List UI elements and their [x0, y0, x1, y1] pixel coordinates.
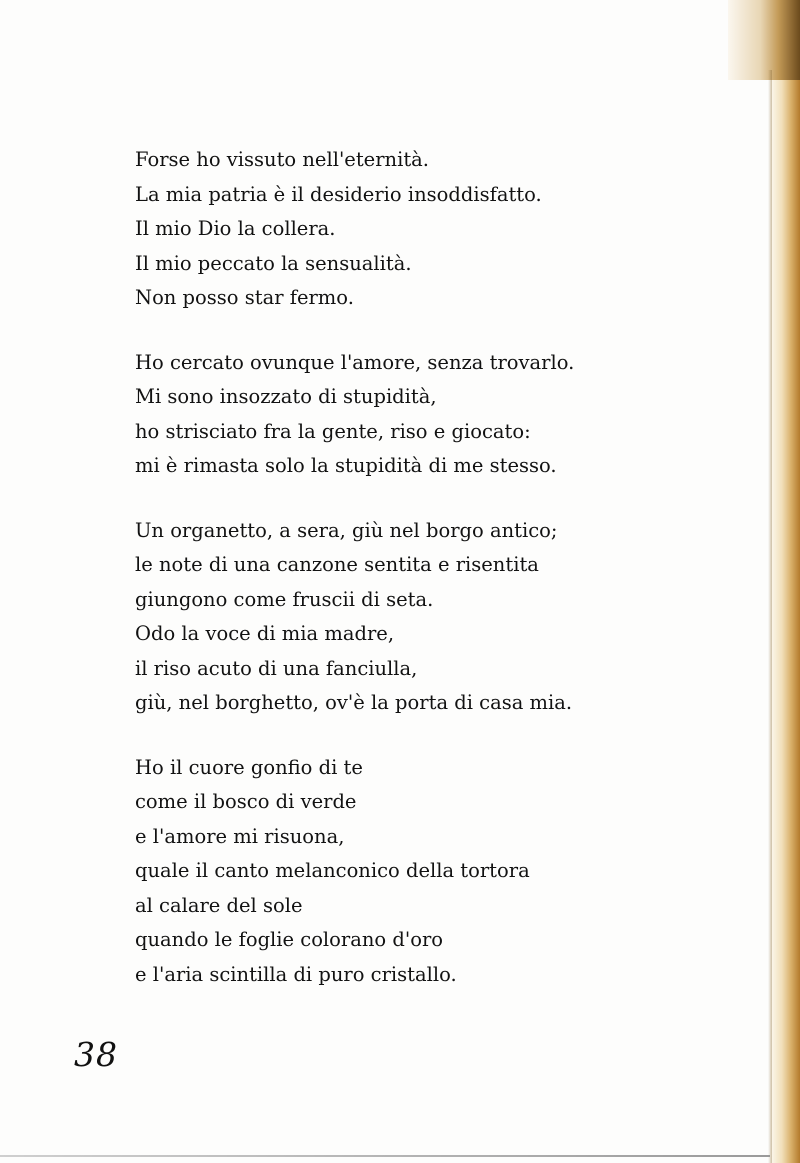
book-edge [770, 80, 800, 1163]
poem-line: le note di una canzone sentita e risentita [135, 553, 539, 576]
poem-line: quando le foglie colorano d'oro [135, 928, 444, 951]
scan-bottom-edge [0, 1155, 770, 1157]
poem-line: La mia patria è il desiderio insoddisfatto. [135, 182, 542, 206]
poem-line: giungono come fruscii di seta. [135, 587, 434, 611]
poem-line: ho strisciato fra la gente, riso e giocato: [135, 419, 531, 443]
poem-line: e l'aria scintilla di puro cristallo. [135, 962, 457, 986]
poem-line: Odo la voce di mia madre, [135, 622, 395, 645]
poem-line: Ho cercato ovunque l'amore, senza trovarlo. [135, 350, 575, 374]
poem-line: quale il canto melanconico della tortora [135, 859, 530, 882]
poem-line: giù, nel borghetto, ov'è la porta di casa mia. [135, 691, 573, 714]
poem-line: il riso acuto di una fanciulla, [135, 656, 418, 680]
page-gutter-shadow [768, 70, 772, 1163]
poem-line: Mi sono insozzato di stupidità, [135, 385, 437, 408]
poem-line: Un organetto, a sera, giù nel borgo antico; [135, 518, 558, 542]
poem-line: Ho il cuore gonfio di te [135, 755, 363, 779]
poem-line: come il bosco di verde [135, 790, 357, 813]
poem-line: Il mio Dio la collera. [135, 217, 336, 240]
poem-line: Forse ho vissuto nell'eternità. [135, 148, 429, 171]
poem-text [135, 143, 735, 1022]
stanza-4 [135, 751, 735, 993]
page-number: 38 [74, 1035, 118, 1074]
poem-line: e l'amore mi risuona, [135, 824, 345, 848]
poem-line: al calare del sole [135, 893, 303, 917]
book-edge-top [728, 0, 800, 80]
poem-line: Non posso star fermo. [135, 286, 354, 309]
poem-line: Il mio peccato la sensualità. [135, 251, 412, 275]
stanza-1 [135, 143, 735, 316]
stanza-2 [135, 346, 735, 484]
poem-line: mi è rimasta solo la stupidità di me stesso. [135, 454, 557, 477]
stanza-3 [135, 514, 735, 721]
